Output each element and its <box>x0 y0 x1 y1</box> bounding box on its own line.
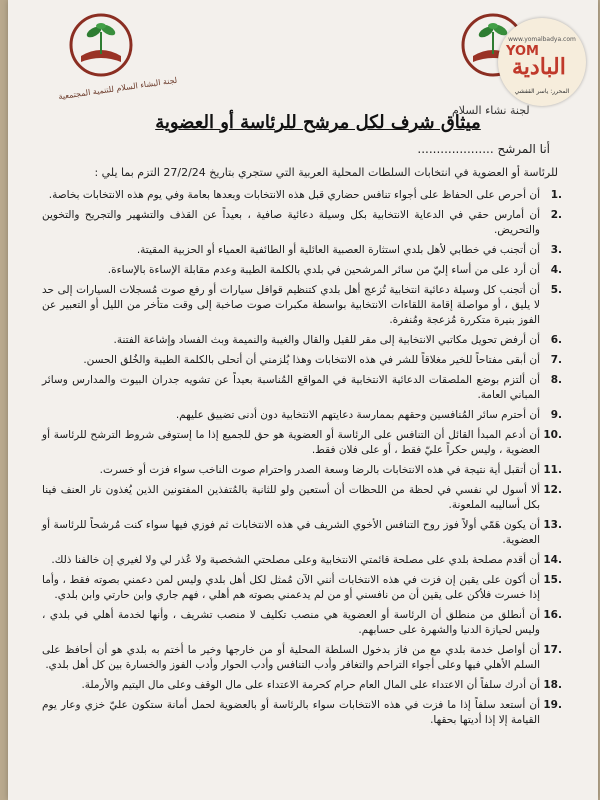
list-item <box>42 573 562 603</box>
list-item <box>42 608 562 638</box>
intro-text: للرئاسة أو العضوية في انتخابات السلطات المحلية العربية التي ستجري بتاريخ 27/2/24 التزم بما يلي : <box>94 166 558 179</box>
stamp-yom: YOM <box>506 44 539 59</box>
item-number: .12 <box>543 484 562 496</box>
item-text: أن أدعم المبدأ القائل أن التنافس على الرئاسة أو العضوية هو حق للجميع إذا ما إستوفى شروط الترشح للرئاسة أو العضوية ، وليس حكراً عليّ فقط ، أو على فلان فقط. <box>42 429 540 456</box>
item-text: أن أرد على من أساء إليّ من سائر المرشحين في بلدي بالكلمة الطيبة وعدم مقابلة الإساءة بالإساءة. <box>107 264 540 276</box>
item-number: .9 <box>550 409 562 421</box>
list-item <box>42 698 562 728</box>
candidate-line: أنا المرشح .................... <box>417 142 550 156</box>
list-item <box>42 188 562 203</box>
list-item <box>42 333 562 348</box>
item-text: أن يكون هَمّي أولاً فوز روح التنافس الأخوي الشريف في هذه الانتخابات ثم فوزي فيها سواء كنت مُرشحاً للرئاسة أو العضوية. <box>42 519 540 546</box>
item-text: أن أمارس حقي في الدعاية الانتخابية بكل وسيلة دعائية صافية ، بعيداً عن القذف والتشهير والتجريح والتخوين والتحريض. <box>42 209 540 236</box>
document-page <box>8 0 598 800</box>
list-item <box>42 518 562 548</box>
item-number: .1 <box>550 189 562 201</box>
association-name-left: لجنة البشاء السلام للتنمية المجتمعية <box>57 75 178 102</box>
stamp-name: البادية <box>512 54 566 80</box>
item-number: .4 <box>550 264 562 276</box>
list-item <box>42 373 562 403</box>
item-text: أن أدرك سلفاً أن الاعتداء على المال العام حرام كحرمة الاعتداء على مال الوقف وعلى مال اليتيم والأرملة. <box>81 679 540 691</box>
item-number: .6 <box>550 334 562 346</box>
item-number: .11 <box>543 464 562 476</box>
item-text: ألا أسول لي نفسي في لحظة من اللحظات أن أستعين ولو للثانية بالمُتفذين المفتونين الذين يُغذون نار العنف فينا بكل أساليبه الملعونة. <box>42 484 540 511</box>
list-item <box>42 483 562 513</box>
item-text: أن أحرص على الحفاظ على أجواء تنافس حضاري قبل هذه الانتخابات وبعدها بعامة وفي يوم هذه الانتخابات بخاصة. <box>48 189 540 201</box>
item-number: .13 <box>543 519 562 531</box>
item-text: أن أبقى مفتاحاً للخير مغلاقاً للشر في هذه الانتخابات وهذا يُلزمني أن أتحلى بالكلمة الطيبة والخُلق الحسن. <box>83 354 540 366</box>
list-item <box>42 463 562 478</box>
item-number: .14 <box>543 554 562 566</box>
list-item <box>42 428 562 458</box>
list-item <box>42 283 562 328</box>
item-text: أن أكون على يقين إن فزت في هذه الانتخابات أنني الآن مُمثل لكل أهل بلدي وليس لمن دعمني بصوته فقط ، وأما إذا خسرت فلأكن على يقين أن من نافسني أو من لم يدعمني بصوته هم أهلي ، فهم جاري وابن حارتي وابن بلدي. <box>42 574 540 601</box>
item-text: أن أحترم سائر المُنافسين وحقهم بممارسة دعايتهم الانتخابية دون أدنى تضييق عليهم. <box>175 409 540 421</box>
item-text: أن أتقبل أية نتيجة في هذه الانتخابات بالرضا وسعة الصدر واحترام صوت الناخب سواء فزت أو خسرت. <box>99 464 540 476</box>
association-logo-left <box>66 10 136 80</box>
item-number: .18 <box>543 679 562 691</box>
item-number: .10 <box>543 429 562 441</box>
pledge-list <box>42 188 562 733</box>
item-text: أن أقدم مصلحة بلدي على مصلحة قائمتي الانتخابية وعلى مصلحتي الشخصية ولا عُذر لي ولا لغيري إن خالفنا ذلك. <box>51 554 540 566</box>
item-number: .15 <box>543 574 562 586</box>
list-item <box>42 408 562 423</box>
item-number: .8 <box>550 374 562 386</box>
stamp-editor: المحرر: ياسر القفشي <box>514 88 570 95</box>
document-title: ميثاق شرف لكل مرشح للرئاسة أو العضوية <box>155 112 481 133</box>
item-number: .17 <box>543 644 562 656</box>
item-number: .19 <box>543 699 562 711</box>
watermark-stamp <box>498 18 586 106</box>
item-text: أن أتجنب في خطابي لأهل بلدي استثارة العصبية العائلية أو الطائفية العمياء أو الحزبية المقيتة. <box>136 244 540 256</box>
item-text: أن أنطلق من منطلق أن الرئاسة أو العضوية هي منصب تكليف لا منصب تشريف ، وأنها لخدمة أهلي في بلدي ، وليس لحيازة الدنيا والشهرة على حسابهم. <box>42 609 540 636</box>
item-number: .3 <box>550 244 562 256</box>
association-name-right: لجنة نشاء السلام <box>452 104 530 117</box>
stamp-site: www.yomalbadya.com <box>508 36 576 43</box>
list-item <box>42 643 562 673</box>
item-number: .7 <box>550 354 562 366</box>
item-number: .2 <box>550 209 562 221</box>
list-item <box>42 553 562 568</box>
list-item <box>42 208 562 238</box>
item-number: .16 <box>543 609 562 621</box>
item-text: أن أستعد سلفاً إذا ما فزت في هذه الانتخابات سواء بالرئاسة أو بالعضوية لحمل أمانة ستكون عليّ خزي وعار يوم القيامة إلا إذا أديتها بحقها. <box>42 699 540 726</box>
list-item <box>42 353 562 368</box>
list-item <box>42 263 562 278</box>
list-item <box>42 243 562 258</box>
item-text: أن أواصل خدمة بلدي مع من فاز بدخول السلطة المحلية أو من خارجها وخير ما أختم به بلدي هو أن أحافظ على السلم الأهلي فيها وعلى أجواء التراحم والتغافر وأدب التنافس وأدب الحوار وأدب الفوز والخسارة بين كل أهل بلدي. <box>42 644 540 671</box>
list-item <box>42 678 562 693</box>
item-text: أن ألتزم بوضع الملصقات الدعائية الانتخابية في المواقع المُناسبة بعيداً عن تشويه جدران البيوت والمدارس وسائر المباني العامة. <box>42 374 540 401</box>
item-number: .5 <box>550 284 562 296</box>
item-text: أن أتجنب كل وسيلة دعائية انتخابية تُزعج أهل بلدي كتنظيم قوافل سيارات أو رفع صوت مُسجلات السيارات إلى حد لا يليق ، أو مواصلة إقامة اللقاءات الانتخابية بواسطة مكبرات صوت صاخبة إلى وقت متأخر من الليل أو التعبير عن الفوز بنيرة متكررة مُزعجة ومُنفرة. <box>42 284 540 326</box>
item-text: أن أرفض تحويل مكاتبي الانتخابية إلى مقر للقيل والقال والغيبة والنميمة وبث الفساد وإشاعة الفتنة. <box>113 334 540 346</box>
